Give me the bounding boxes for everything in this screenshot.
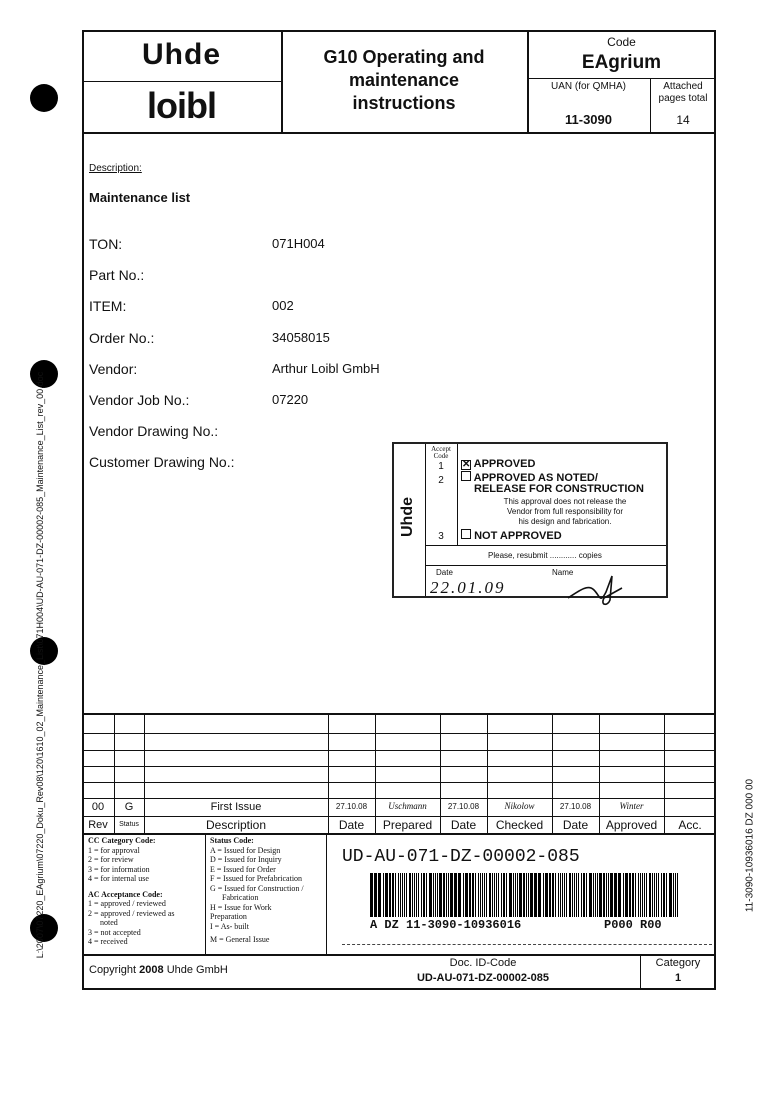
stamp-approved-noted: APPROVED AS NOTED/ bbox=[473, 472, 598, 484]
barcode-bar bbox=[506, 873, 507, 917]
status-item: D = Issued for Inquiry bbox=[210, 855, 282, 864]
barcode-bar bbox=[569, 873, 571, 917]
barcode-bar bbox=[517, 873, 518, 917]
checked-box-icon: ✕ bbox=[462, 459, 471, 470]
barcode-bar bbox=[378, 873, 381, 917]
barcode-bar bbox=[586, 873, 587, 917]
barcode-bar bbox=[640, 873, 641, 917]
field-label-vendor: Vendor: bbox=[89, 361, 138, 377]
barcode-bar bbox=[423, 873, 425, 917]
barcode-bar bbox=[574, 873, 575, 917]
barcode-bar bbox=[629, 873, 631, 917]
rev-date-prepared: 27.10.08 bbox=[335, 802, 368, 811]
barcode-bar bbox=[478, 873, 479, 917]
field-value-vendor: Arthur Loibl GmbH bbox=[272, 361, 380, 376]
header-rev: Rev bbox=[88, 819, 108, 831]
stamp-date-value: 22.01.09 bbox=[430, 578, 506, 597]
barcode-bar bbox=[409, 873, 411, 917]
barcode-bar bbox=[389, 873, 391, 917]
stamp-note-2: Vendor from full responsibility for bbox=[506, 507, 624, 516]
code-label: Code bbox=[607, 35, 636, 49]
cc-item: 1 = for approval bbox=[88, 845, 140, 855]
field-label-item: ITEM: bbox=[89, 298, 127, 314]
title-line-3: instructions bbox=[352, 93, 456, 113]
barcode-bar bbox=[523, 873, 525, 917]
header-status: Status bbox=[119, 821, 139, 828]
barcode-bar bbox=[454, 873, 457, 917]
barcode-bar bbox=[513, 873, 514, 917]
barcode-bar bbox=[519, 873, 522, 917]
barcode-bar bbox=[503, 873, 505, 917]
stamp-accept-code-label: Accept Code bbox=[431, 445, 451, 460]
barcode-bar bbox=[589, 873, 592, 917]
header-date-3: Date bbox=[562, 818, 589, 832]
barcode-bar bbox=[675, 873, 676, 917]
uan-label: UAN (for QMHA) bbox=[551, 81, 626, 92]
barcode-bar bbox=[374, 873, 377, 917]
status-item: I = As- built bbox=[210, 921, 249, 931]
cc-legend bbox=[88, 836, 203, 947]
barcode-bar bbox=[560, 873, 561, 917]
attached-label-2: pages total bbox=[658, 93, 708, 104]
barcode-bar bbox=[433, 873, 434, 917]
stamp-note-3: his design and fabrication. bbox=[518, 517, 612, 526]
ac-item: noted bbox=[100, 918, 118, 927]
cc-title: CC Category Code: bbox=[88, 836, 156, 845]
barcode-bar bbox=[446, 873, 447, 917]
barcode-bar bbox=[475, 873, 476, 917]
copyright-year: 2008 bbox=[139, 964, 164, 976]
field-label-part-no: Part No.: bbox=[89, 267, 145, 283]
margin-doc-code: 11-3090-10936016 DZ 000 00 bbox=[744, 778, 756, 913]
barcode-bar bbox=[538, 873, 541, 917]
title-line-1: G10 Operating and bbox=[323, 47, 485, 67]
field-value-vendor-job-no: 07220 bbox=[272, 392, 309, 407]
barcode-bar bbox=[494, 873, 495, 917]
category-label: Category bbox=[655, 957, 701, 969]
stamp-code-2: 2 bbox=[438, 475, 444, 486]
barcode-bar bbox=[370, 873, 373, 917]
stamp-note bbox=[470, 497, 660, 527]
barcode-bar bbox=[614, 873, 617, 917]
status-item: M = General Issue bbox=[210, 935, 270, 944]
barcode-bar bbox=[677, 873, 678, 917]
barcode-bar bbox=[472, 873, 474, 917]
barcode-text: A DZ 11-3090-10936016 bbox=[370, 918, 522, 932]
barcode-bar bbox=[385, 873, 388, 917]
rev-date-checked: 27.10.08 bbox=[447, 802, 480, 811]
barcode-bar bbox=[486, 873, 487, 917]
barcode-bar bbox=[530, 873, 533, 917]
barcode-bar bbox=[509, 873, 512, 917]
barcode-bar bbox=[558, 873, 559, 917]
status-legend bbox=[210, 836, 325, 945]
barcode-bar bbox=[400, 873, 401, 917]
field-value-ton: 071H004 bbox=[272, 236, 325, 251]
status-item: G = Issued for Construction / bbox=[210, 883, 304, 893]
barcode-bar bbox=[383, 873, 384, 917]
barcode-bar bbox=[618, 873, 621, 917]
barcode-bar bbox=[663, 873, 665, 917]
stamp-approved: APPROVED bbox=[473, 458, 536, 470]
barcode-bar bbox=[644, 873, 645, 917]
checkbox-icon bbox=[461, 471, 471, 481]
barcode-bar bbox=[552, 873, 554, 917]
header-approved: Approved bbox=[605, 818, 658, 832]
barcode-bar bbox=[583, 873, 585, 917]
cc-item: 3 = for information bbox=[88, 864, 150, 874]
loibl-logo: loibl bbox=[147, 85, 216, 126]
title-line-2: maintenance bbox=[348, 70, 460, 90]
header-prepared: Prepared bbox=[382, 818, 433, 832]
attached-label bbox=[650, 81, 716, 105]
barcode-bar bbox=[623, 873, 624, 917]
barcode-bar bbox=[421, 873, 422, 917]
doc-id-label: Doc. ID-Code bbox=[449, 957, 517, 969]
status-item: E = Issued for Order bbox=[210, 864, 276, 874]
description-label: Description: bbox=[89, 163, 142, 174]
barcode-bar bbox=[572, 873, 573, 917]
barcode-bar bbox=[638, 873, 639, 917]
barcode-bar bbox=[484, 873, 485, 917]
barcode-bar bbox=[656, 873, 657, 917]
field-label-order-no: Order No.: bbox=[89, 330, 155, 346]
stamp-release: RELEASE FOR CONSTRUCTION bbox=[474, 483, 644, 495]
barcode-bar bbox=[566, 873, 567, 917]
doc-id-big: UD-AU-071-DZ-00002-085 bbox=[342, 847, 580, 867]
barcode-bar bbox=[412, 873, 413, 917]
cc-item: 2 = for review bbox=[88, 855, 134, 864]
barcode-bar bbox=[581, 873, 582, 917]
copyright-prefix: Copyright bbox=[89, 964, 137, 976]
barcode-bar bbox=[496, 873, 497, 917]
status-item: Fabrication bbox=[222, 893, 259, 902]
header-checked: Checked bbox=[495, 818, 544, 832]
barcode-bar bbox=[549, 873, 551, 917]
stamp-not-approved: NOT APPROVED bbox=[474, 530, 562, 542]
status-title: Status Code: bbox=[210, 836, 254, 845]
status-item: F = Issued for Prefabrication bbox=[210, 874, 303, 883]
barcode-bar bbox=[414, 873, 415, 917]
barcode-bar bbox=[429, 873, 432, 917]
stamp-code-1: 1 bbox=[438, 461, 444, 472]
barcode bbox=[370, 873, 678, 917]
barcode-bar bbox=[398, 873, 399, 917]
ac-item: 2 = approved / reviewed as bbox=[88, 908, 175, 918]
barcode-bar bbox=[606, 873, 607, 917]
rev-status: G bbox=[124, 801, 134, 813]
barcode-bar bbox=[458, 873, 461, 917]
rev-approved-signature: Winter bbox=[619, 801, 644, 811]
document-title bbox=[281, 46, 527, 115]
ac-item: 3 = not accepted bbox=[88, 927, 141, 937]
margin-file-path: L:\2007\07220_EAgrium\07220_Doku_Rev08\120\1610_02_Maintenance_List\071H004\UD-AU-071-DZ-00002-085_Maintenance_List_rev_00.doc bbox=[35, 371, 45, 959]
barcode-bar bbox=[482, 873, 483, 917]
client-logo: EAgrium bbox=[581, 52, 662, 73]
barcode-bar bbox=[673, 873, 674, 917]
barcode-bar bbox=[448, 873, 449, 917]
barcode-bar bbox=[649, 873, 651, 917]
barcode-bar bbox=[501, 873, 502, 917]
copyright-company: Uhde GmbH bbox=[166, 964, 228, 976]
header-date-2: Date bbox=[450, 818, 477, 832]
barcode-bar bbox=[416, 873, 417, 917]
barcode-bar bbox=[443, 873, 445, 917]
status-item: A = Issued for Design bbox=[210, 845, 281, 855]
barcode-bar bbox=[418, 873, 419, 917]
barcode-bar bbox=[406, 873, 407, 917]
barcode-bar bbox=[595, 873, 596, 917]
ac-title: AC Acceptance Code: bbox=[88, 889, 163, 899]
rev-description: First Issue bbox=[210, 801, 262, 813]
stamp-resubmit: Please, resubmit ............ copies bbox=[488, 551, 602, 560]
barcode-bar bbox=[435, 873, 436, 917]
barcode-suffix: P000 R00 bbox=[604, 918, 662, 932]
barcode-bar bbox=[625, 873, 628, 917]
barcode-bar bbox=[646, 873, 647, 917]
field-value-order-no: 34058015 bbox=[272, 330, 330, 345]
barcode-bar bbox=[610, 873, 613, 917]
barcode-bar bbox=[642, 873, 643, 917]
barcode-bar bbox=[543, 873, 544, 917]
barcode-bar bbox=[666, 873, 667, 917]
stamp-not-approved-row bbox=[461, 529, 562, 542]
barcode-bar bbox=[669, 873, 672, 917]
field-label-vendor-job-no: Vendor Job No.: bbox=[89, 392, 190, 408]
barcode-bar bbox=[526, 873, 527, 917]
barcode-bar bbox=[564, 873, 565, 917]
barcode-bar bbox=[492, 873, 493, 917]
barcode-bar bbox=[392, 873, 394, 917]
barcode-bar bbox=[450, 873, 453, 917]
barcode-bar bbox=[593, 873, 594, 917]
rev-prepared-signature: Uschmann bbox=[388, 801, 427, 811]
barcode-bar bbox=[597, 873, 598, 917]
barcode-bar bbox=[562, 873, 563, 917]
stamp-name-label: Name bbox=[552, 568, 574, 577]
barcode-bar bbox=[661, 873, 662, 917]
status-item: Preparation bbox=[210, 912, 247, 921]
header-date-1: Date bbox=[338, 818, 365, 832]
cc-item: 4 = for internal use bbox=[88, 874, 149, 883]
header-description: Description bbox=[205, 818, 267, 832]
barcode-bar bbox=[515, 873, 516, 917]
barcode-bar bbox=[498, 873, 499, 917]
barcode-bar bbox=[480, 873, 481, 917]
rev-number: 00 bbox=[91, 801, 105, 813]
stamp-approved-row bbox=[461, 458, 535, 470]
stamp-note-1: This approval does not release the bbox=[503, 497, 627, 506]
ac-item: 4 = received bbox=[88, 937, 128, 946]
rev-date-approved: 27.10.08 bbox=[559, 802, 592, 811]
rev-checked-signature: Nikolow bbox=[504, 801, 535, 811]
uan-value: 11-3090 bbox=[565, 112, 612, 127]
barcode-bar bbox=[463, 873, 464, 917]
barcode-bar bbox=[469, 873, 471, 917]
description-title: Maintenance list bbox=[89, 190, 191, 205]
stamp-signature bbox=[560, 570, 630, 608]
barcode-bar bbox=[545, 873, 548, 917]
barcode-bar bbox=[635, 873, 636, 917]
barcode-bar bbox=[528, 873, 529, 917]
barcode-bar bbox=[654, 873, 655, 917]
barcode-bar bbox=[652, 873, 653, 917]
field-label-ton: TON: bbox=[89, 236, 123, 252]
barcode-bar bbox=[576, 873, 577, 917]
barcode-bar bbox=[402, 873, 403, 917]
company-name: Uhde bbox=[142, 38, 221, 71]
field-value-item: 002 bbox=[272, 298, 294, 313]
barcode-bar bbox=[632, 873, 634, 917]
barcode-bar bbox=[599, 873, 602, 917]
barcode-bar bbox=[534, 873, 537, 917]
ac-item: 1 = approved / reviewed bbox=[88, 899, 166, 908]
barcode-bar bbox=[426, 873, 427, 917]
attached-label-1: Attached bbox=[663, 81, 703, 92]
doc-id-value: UD-AU-071-DZ-00002-085 bbox=[416, 972, 550, 984]
barcode-bar bbox=[658, 873, 659, 917]
barcode-bar bbox=[439, 873, 442, 917]
barcode-bar bbox=[437, 873, 438, 917]
barcode-bar bbox=[489, 873, 491, 917]
barcode-bar bbox=[404, 873, 405, 917]
barcode-bar bbox=[578, 873, 579, 917]
punch-hole bbox=[30, 84, 58, 112]
attached-value: 14 bbox=[676, 113, 690, 127]
stamp-code-3: 3 bbox=[438, 531, 444, 542]
copyright bbox=[89, 964, 228, 976]
checkbox-icon bbox=[461, 529, 471, 539]
barcode-bar bbox=[555, 873, 556, 917]
field-label-customer-drawing-no: Customer Drawing No.: bbox=[89, 454, 235, 470]
barcode-bar bbox=[603, 873, 605, 917]
status-item: H = Issue for Work bbox=[210, 902, 272, 912]
stamp-date-label: Date bbox=[436, 568, 453, 577]
field-label-vendor-drawing-no: Vendor Drawing No.: bbox=[89, 423, 219, 439]
barcode-bar bbox=[465, 873, 468, 917]
barcode-bar bbox=[608, 873, 609, 917]
header-acc: Acc. bbox=[678, 818, 702, 832]
category-value: 1 bbox=[674, 972, 682, 984]
barcode-bar bbox=[395, 873, 396, 917]
stamp-brand: Uhde bbox=[399, 497, 416, 537]
